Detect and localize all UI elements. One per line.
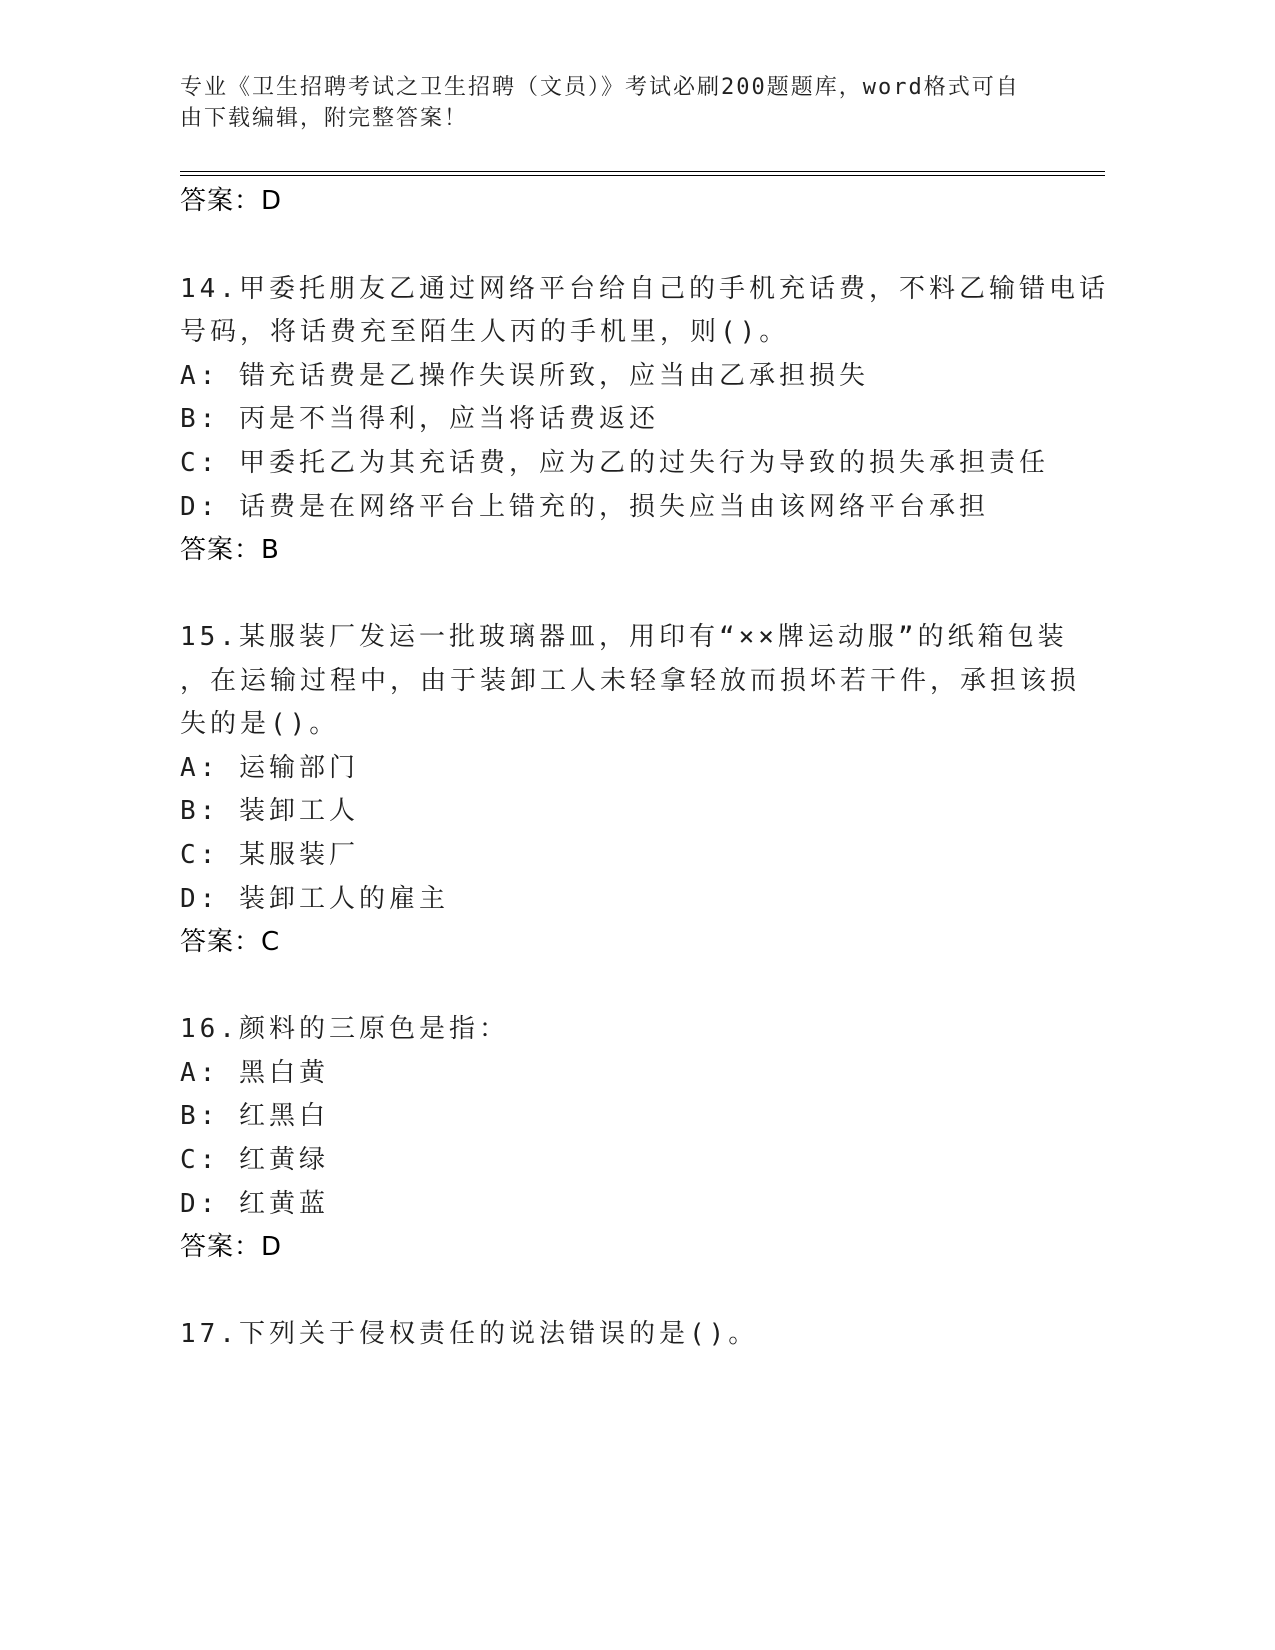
question-15-option-a: A: 运输部门 (180, 753, 359, 783)
question-14-option-a: A: 错充话费是乙操作失误所致，应当由乙承担损失 (180, 361, 869, 391)
question-14-text-line1: 14.甲委托朋友乙通过网络平台给自己的手机充话费，不料乙输错电话 (180, 274, 1109, 304)
question-15-option-b: B: 装卸工人 (180, 796, 359, 826)
question-16-option-a: A: 黑白黄 (180, 1058, 329, 1088)
question-15-option-c: C: 某服装厂 (180, 840, 359, 870)
question-14-option-b: B: 丙是不当得利，应当将话费返还 (180, 404, 659, 434)
question-15-text-line1: 15.某服装厂发运一批玻璃器皿，用印有“××牌运动服”的纸箱包装 (180, 622, 1068, 652)
question-15-text-line3: 失的是()。 (180, 709, 340, 739)
question-14-option-c: C: 甲委托乙为其充话费，应为乙的过失行为导致的损失承担责任 (180, 448, 1049, 478)
question-14-option-d: D: 话费是在网络平台上错充的，损失应当由该网络平台承担 (180, 492, 989, 522)
question-16-option-c: C: 红黄绿 (180, 1145, 329, 1175)
question-14-text-line2: 号码，将话费充至陌生人丙的手机里，则()。 (180, 317, 790, 347)
page-header: 专业《卫生招聘考试之卫生招聘（文员）》考试必刷200题题库，word格式可自由下载编辑，附完整答案！ (180, 75, 1020, 131)
question-15-option-d: D: 装卸工人的雇主 (180, 884, 449, 914)
question-16-option-b: B: 红黑白 (180, 1101, 329, 1131)
question-16-text: 16.颜料的三原色是指： (180, 1014, 509, 1044)
question-17-text: 17.下列关于侵权责任的说法错误的是()。 (180, 1319, 759, 1349)
header-divider (180, 171, 1105, 176)
answer-q16: 答案：D (180, 1232, 283, 1262)
answer-q13: 答案：D (180, 186, 283, 216)
answer-q14: 答案：B (180, 535, 280, 565)
question-15-text-line2: ，在运输过程中，由于装卸工人未轻拿轻放而损坏若干件，承担该损 (180, 666, 1081, 696)
question-16-option-d: D: 红黄蓝 (180, 1189, 329, 1219)
answer-q15: 答案：C (180, 927, 281, 957)
